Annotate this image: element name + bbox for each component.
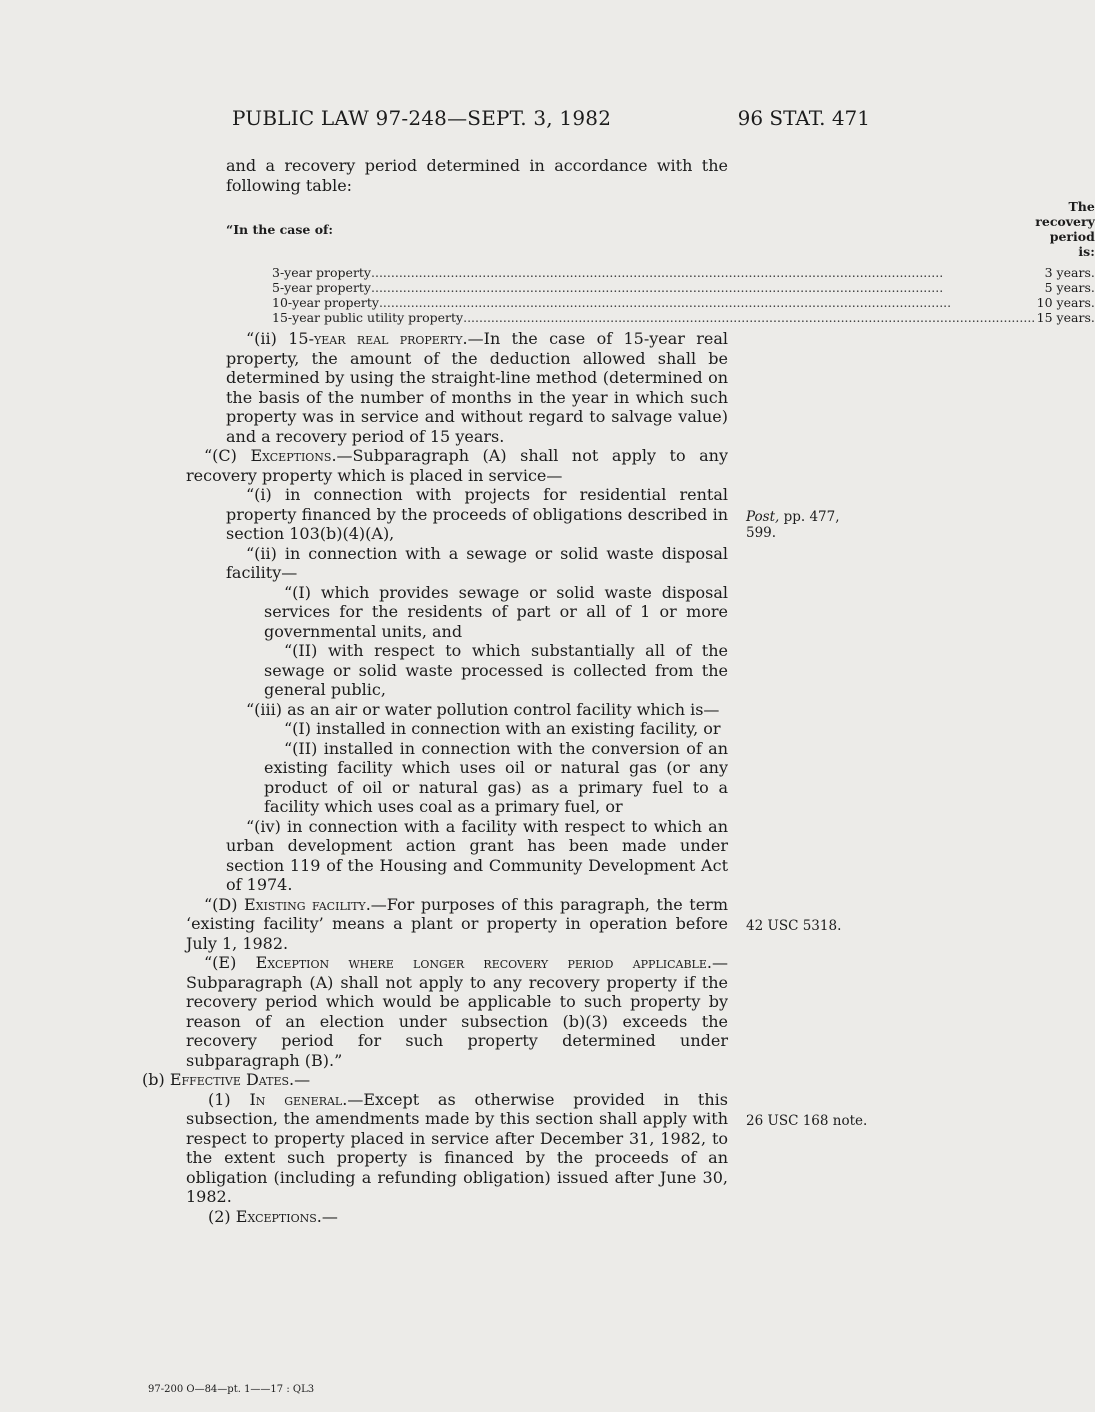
table-row — [226, 280, 1095, 295]
clause-ii-real-property: “(ii) 15-year real property.—In the case of 15-year real property, the amount of the deduction allowed shall be determined by using the straight-line method (determined on the basis of the number of months in the year in which such property was in service and without regard to salvage value) and a recovery period of 15 years. — [226, 329, 729, 446]
margin-note-post: Post, pp. 477, 599. — [746, 509, 840, 541]
table-row — [226, 310, 1095, 325]
property-class: 10-year property — [272, 295, 379, 310]
recovery-period: 15 years. — [1036, 310, 1095, 325]
public-law-heading: PUBLIC LAW 97-248—SEPT. 3, 1982 — [232, 106, 612, 130]
property-class: 5-year property — [272, 280, 371, 295]
table-header-row — [226, 199, 1095, 265]
running-header — [0, 106, 944, 138]
table-col-case: “In the case of: — [226, 221, 334, 237]
recovery-period: 5 years. — [1044, 280, 1095, 295]
subparagraph-d-existing-facility: “(D) Existing facility.—For purposes of this paragraph, the term ‘existing facility’ means a plant or property in operation before July 1, 1982. — [186, 894, 728, 953]
table-row — [226, 295, 1095, 310]
subclause-c-iii-II: “(II) installed in connection with the conversion of an existing facility which uses oil or natural gas (or any product of oil or natural gas) as a primary fuel to a facility which uses coal as a primary fuel, or — [264, 738, 728, 816]
clause-c-i: “(i) in connection with projects for residential rental property financed by the proceeds of obligations described in section 103(b)(4)(A), — [226, 485, 728, 543]
recovery-period: 10 years. — [1036, 295, 1095, 310]
property-class: 15-year public utility property — [272, 310, 464, 325]
margin-note-42-usc: 42 USC 5318. — [746, 918, 842, 934]
statute-page-number: 96 STAT. 471 — [737, 106, 870, 130]
subclause-c-ii-II: “(II) with respect to which substantially all of the sewage or solid waste processed is collected from the general public, — [264, 641, 728, 699]
subparagraph-e-exception: “(E) Exception where longer recovery period applicable.—Subparagraph (A) shall not apply to any recovery property if the recovery period which would be applicable to such property by reason of an election under subsection (b)(3) exceeds the recovery period for such property determined under subparagraph (B).” — [186, 953, 728, 1070]
clause-c-iii: “(iii) as an air or water pollution control facility which is— — [246, 699, 720, 719]
subparagraph-c-exceptions: “(C) Exceptions.—Subparagraph (A) shall not apply to any recovery property which is placed in service— — [186, 446, 728, 485]
intro-paragraph: and a recovery period determined in accordance with the following table: — [226, 156, 728, 195]
clause-c-iv: “(iv) in connection with a facility with respect to which an urban development action grant has been made under section 119 of the Housing and Community Development Act of 1974. — [226, 816, 728, 894]
paragraph-b1-in-general: (1) In general.—Except as otherwise provided in this subsection, the amendments made by this section shall apply with respect to property placed in service after December 31, 1982, to the extent such property is financed by the proceeds of an obligation (including a refunding obligation) issued after June 30, 1982. — [186, 1089, 728, 1206]
printing-footer: 97-200 O—84—pt. 1——17 : QL3 — [148, 1384, 315, 1395]
subclause-c-iii-I: “(I) installed in connection with an existing facility, or — [284, 719, 721, 738]
subsection-b-effective-dates: (b) Effective Dates.— — [142, 1070, 311, 1089]
recovery-period-table — [226, 199, 1095, 325]
table-col-period: The recovery period is: — [1035, 199, 1095, 259]
margin-note-26-usc: 26 USC 168 note. — [746, 1113, 868, 1129]
recovery-period: 3 years. — [1044, 265, 1095, 280]
subclause-c-ii-I: “(I) which provides sewage or solid waste disposal services for the residents of part or all of 1 or more governmental units, and — [264, 582, 728, 641]
table-row — [226, 265, 1095, 280]
property-class: 3-year property — [272, 265, 371, 280]
paragraph-b2-exceptions: (2) Exceptions.— — [208, 1206, 338, 1226]
clause-c-ii: “(ii) in connection with a sewage or solid waste disposal facility— — [226, 543, 728, 582]
